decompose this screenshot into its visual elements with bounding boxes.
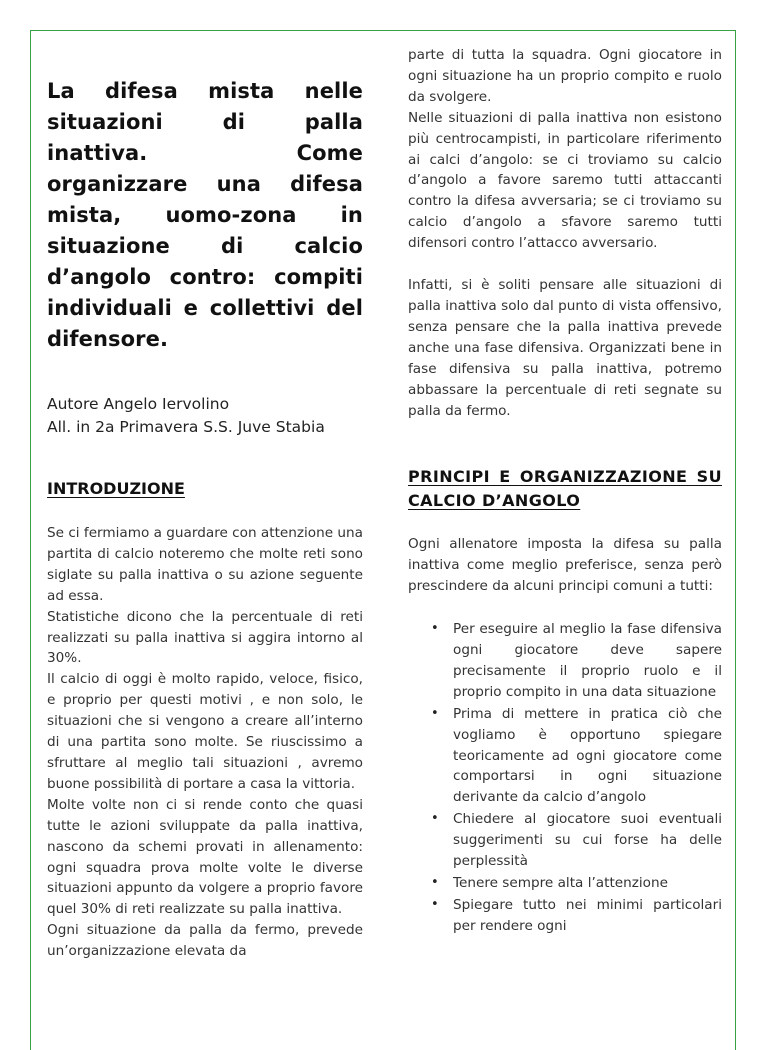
- list-item: [431, 895, 722, 937]
- principi-intro: Ogni allenatore imposta la difesa su palla inattiva come meglio preferisce, senza però prescindere da alcuni principi comuni a tutti:: [408, 536, 722, 595]
- list-item-text: Prima di mettere in pratica ciò che vogliamo è opportuno spiegare teoricamente ad ogni giocatore come comportarsi in ogni situazione derivante da calcio d’angolo: [453, 705, 722, 806]
- principi-intro-block: [408, 534, 722, 597]
- intro-paragraph: Molte volte non ci si rende conto che quasi tutte le azioni sviluppate da palla inattiva, nascono da schemi provati in allenamento: ogni squadra prova molte volte le diverse situazioni appunto da volgere a proprio favore quel 30% di reti realizzate su palla inattiva.: [47, 796, 363, 918]
- bullet-icon: •: [431, 896, 439, 912]
- list-item-text: Spiegare tutto nei minimi particolari per rendere ogni: [453, 896, 722, 934]
- intro-paragraph: Ogni situazione da palla da fermo, prevede un’organizzazione elevata da: [47, 922, 363, 960]
- right-column: [408, 45, 722, 938]
- intro-heading: INTRODUZIONE: [47, 479, 185, 498]
- list-item: [431, 704, 722, 809]
- author-block: [47, 393, 363, 439]
- list-item-text: Per eseguire al meglio la fase difensiva ogni giocatore deve sapere precisamente il proprio ruolo e il proprio compito in una data situazione: [453, 621, 722, 700]
- intro-paragraph: Il calcio di oggi è molto rapido, veloce, fisico, e proprio per questi motivi , e non solo, le situazioni che si vengono a creare all’interno di una partita sono molte. Se riuscissimo a sfruttare al meglio tali situazioni , avremo buone possibilità di portare a casa la vittoria.: [47, 671, 363, 792]
- body-paragraph: parte di tutta la squadra. Ogni giocatore in ogni situazione ha un proprio compito e ruolo da svolgere.: [408, 47, 722, 105]
- bullet-icon: •: [431, 811, 439, 827]
- intro-body: [47, 523, 363, 962]
- bullet-icon: •: [431, 621, 439, 637]
- list-item-text: Tenere sempre alta l’attenzione: [453, 875, 668, 891]
- body-paragraph: Infatti, si è soliti pensare alle situazioni di palla inattiva solo dal punto di vista offensivo, senza pensare che la palla inattiva prevede anche una fase difensiva. Organizzati bene in fase difensiva su palla inattiva, potremo abbassare la percentuale di reti segnate su palla da fermo.: [408, 277, 722, 419]
- list-item: [431, 809, 722, 872]
- list-item: [431, 873, 722, 894]
- author-affiliation: All. in 2a Primavera S.S. Juve Stabia: [47, 418, 325, 436]
- continuation-body: [408, 45, 722, 254]
- body-paragraph: Nelle situazioni di palla inattiva non esistono più centrocampisti, in particolare riferimento ai calci d’angolo: se ci troviamo su calcio d’angolo a favore saremo tutti attaccanti contro la difesa avversaria; se ci troviamo su calcio d’angolo a sfavore saremo tutti difensori contro l’attacco avversario.: [408, 109, 722, 252]
- list-item-text: Chiedere al giocatore suoi eventuali suggerimenti su cui forse ha delle perplessità: [453, 811, 722, 870]
- bullet-icon: •: [431, 705, 439, 721]
- intro-paragraph: Se ci fermiamo a guardare con attenzione una partita di calcio noteremo che molte reti sono siglate su palla inattiva o su azione seguente ad essa.: [47, 525, 363, 604]
- offensive-note: [408, 275, 722, 421]
- principi-heading: PRINCIPI E ORGANIZZAZIONE SU CALCIO D’ANGOLO: [408, 467, 722, 511]
- principi-list: [408, 619, 722, 937]
- document-title: La difesa mista nelle situazioni di palla inattiva. Come organizzare una difesa mista, uomo-zona in situazione di calcio d’angolo contro: compiti individuali e collettivi del difensore.: [47, 79, 363, 351]
- bullet-icon: •: [431, 875, 439, 890]
- author-name: Autore Angelo Iervolino: [47, 395, 230, 413]
- list-item: [431, 619, 722, 703]
- document-page: [30, 30, 736, 1050]
- intro-paragraph: Statistiche dicono che la percentuale di reti realizzati su palla inattiva si aggira intorno al 30%.: [47, 608, 363, 667]
- left-column: [47, 31, 363, 962]
